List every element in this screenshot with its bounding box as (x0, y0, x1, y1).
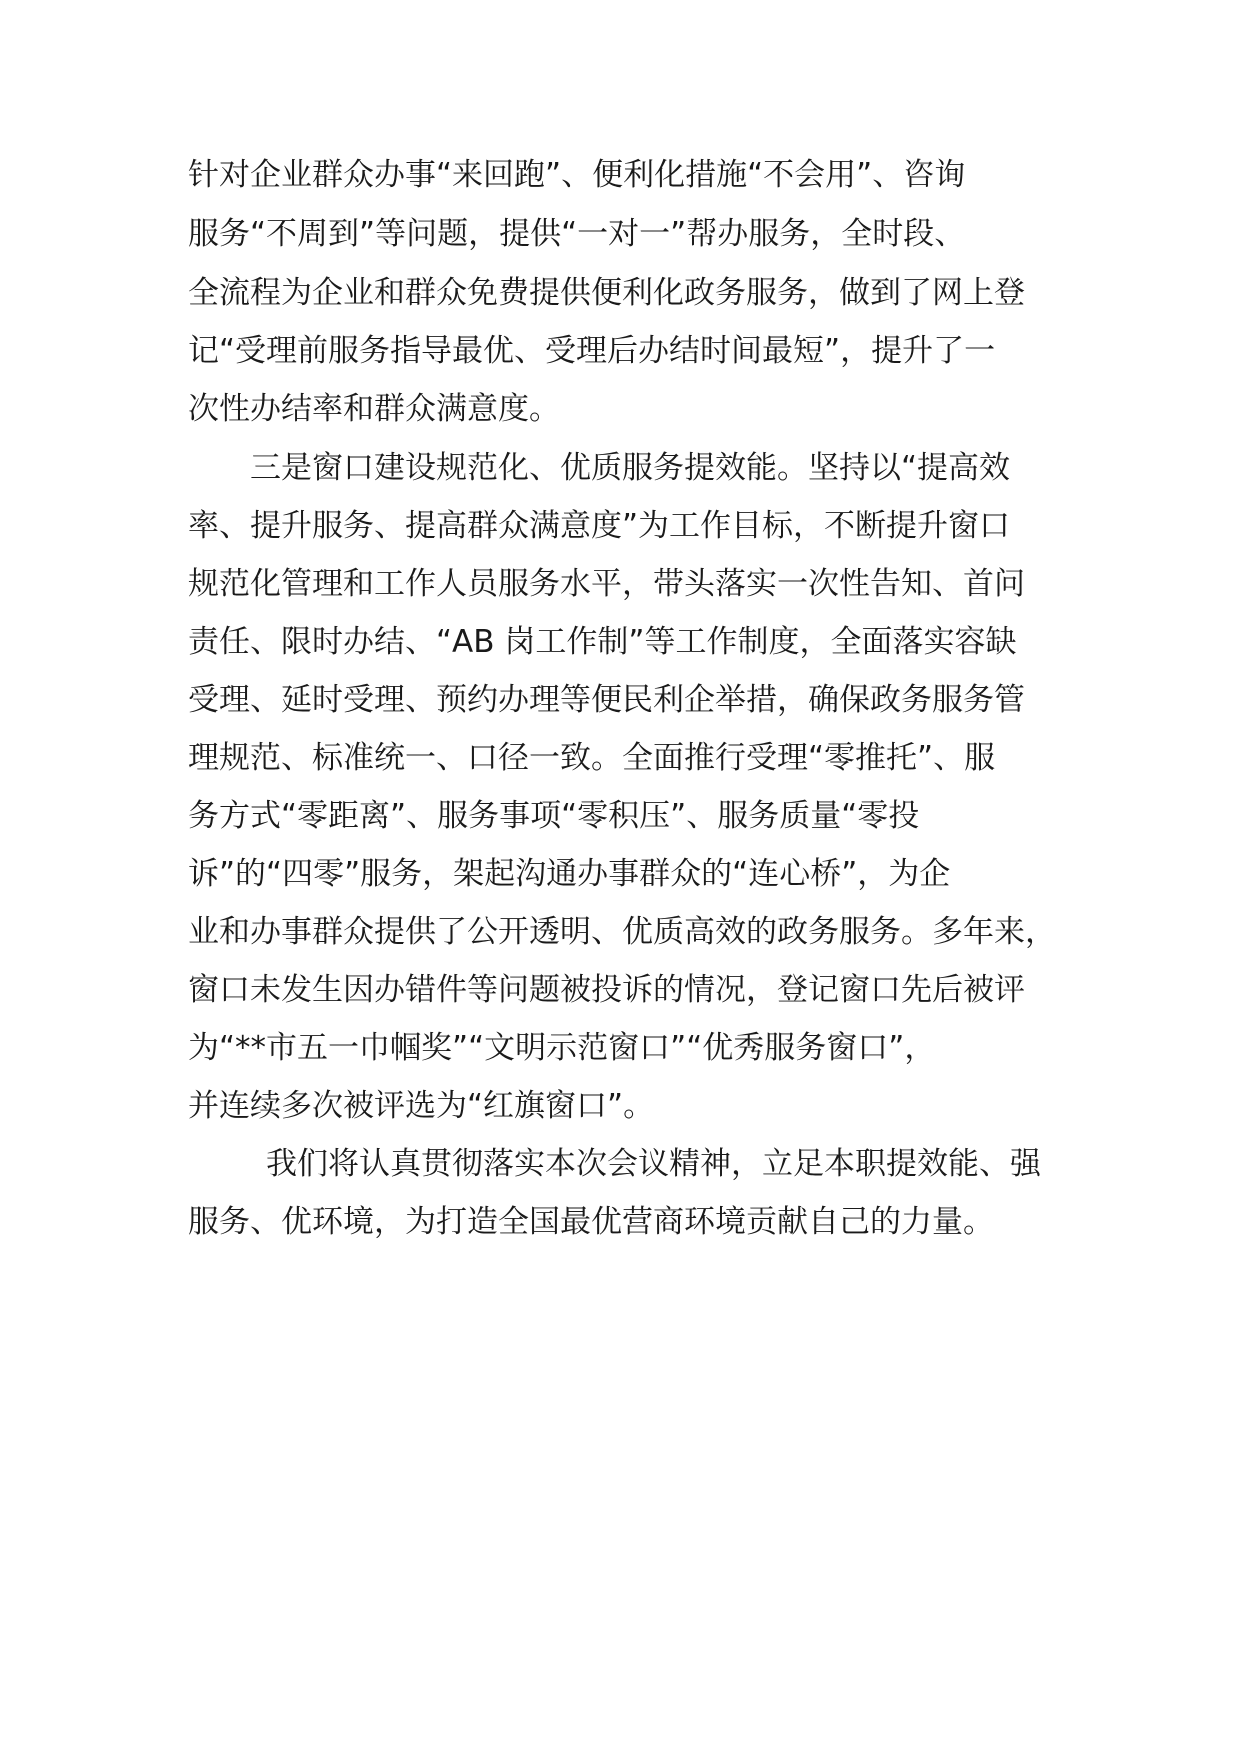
paragraph-2-line-3: 规范化管理和工作人员服务水平，带头落实一次性告知、首问 (188, 566, 1025, 602)
paragraph-3-line-2: 服务、优环境，为打造全国最优营商环境贡献自己的力量。 (188, 1204, 994, 1240)
paragraph-2-line-2: 率、提升服务、提高群众满意度”为工作目标，不断提升窗口 (188, 508, 1011, 544)
paragraph-1-line-1: 针对企业群众办事“来回跑”、便利化措施“不会用”、咨询 (188, 157, 966, 193)
paragraph-2-line-12: 并连续多次被评选为“红旗窗口”。 (188, 1088, 655, 1124)
paragraph-2-line-4: 责任、限时办结、“AB 岗工作制”等工作制度，全面落实容缺 (188, 624, 1017, 660)
paragraph-2-line-8: 诉”的“四零”服务，架起沟通办事群众的“连心桥”，为企 (188, 856, 951, 892)
paragraph-2-line-11: 为“**市五一巾帼奖”“文明示范窗口”“优秀服务窗口”， (188, 1030, 936, 1066)
paragraph-1-line-2: 服务“不周到”等问题，提供“一对一”帮办服务，全时段、 (188, 216, 966, 252)
paragraph-1-line-3: 全流程为企业和群众免费提供便利化政务服务，做到了网上登 (188, 275, 1025, 311)
paragraph-1-line-4: 记“受理前服务指导最优、受理后办结时间最短”，提升了一 (188, 333, 996, 369)
paragraph-2-line-7: 务方式“零距离”、服务事项“零积压”、服务质量“零投 (188, 798, 920, 834)
paragraph-2-line-6: 理规范、标准统一、口径一致。全面推行受理“零推托”、服 (188, 740, 996, 776)
paragraph-2-line-9: 业和办事群众提供了公开透明、优质高效的政务服务。多年来， (188, 914, 1056, 950)
paragraph-3-line-1: 我们将认真贯彻落实本次会议精神，立足本职提效能、强 (266, 1146, 1041, 1182)
paragraph-2-line-5: 受理、延时受理、预约办理等便民利企举措，确保政务服务管 (188, 682, 1025, 718)
paragraph-2-line-1: 三是窗口建设规范化、优质服务提效能。坚持以“提高效 (250, 450, 1011, 486)
paragraph-1-line-5: 次性办结率和群众满意度。 (188, 391, 560, 427)
paragraph-2-line-10: 窗口未发生因办错件等问题被投诉的情况，登记窗口先后被评 (188, 972, 1025, 1008)
